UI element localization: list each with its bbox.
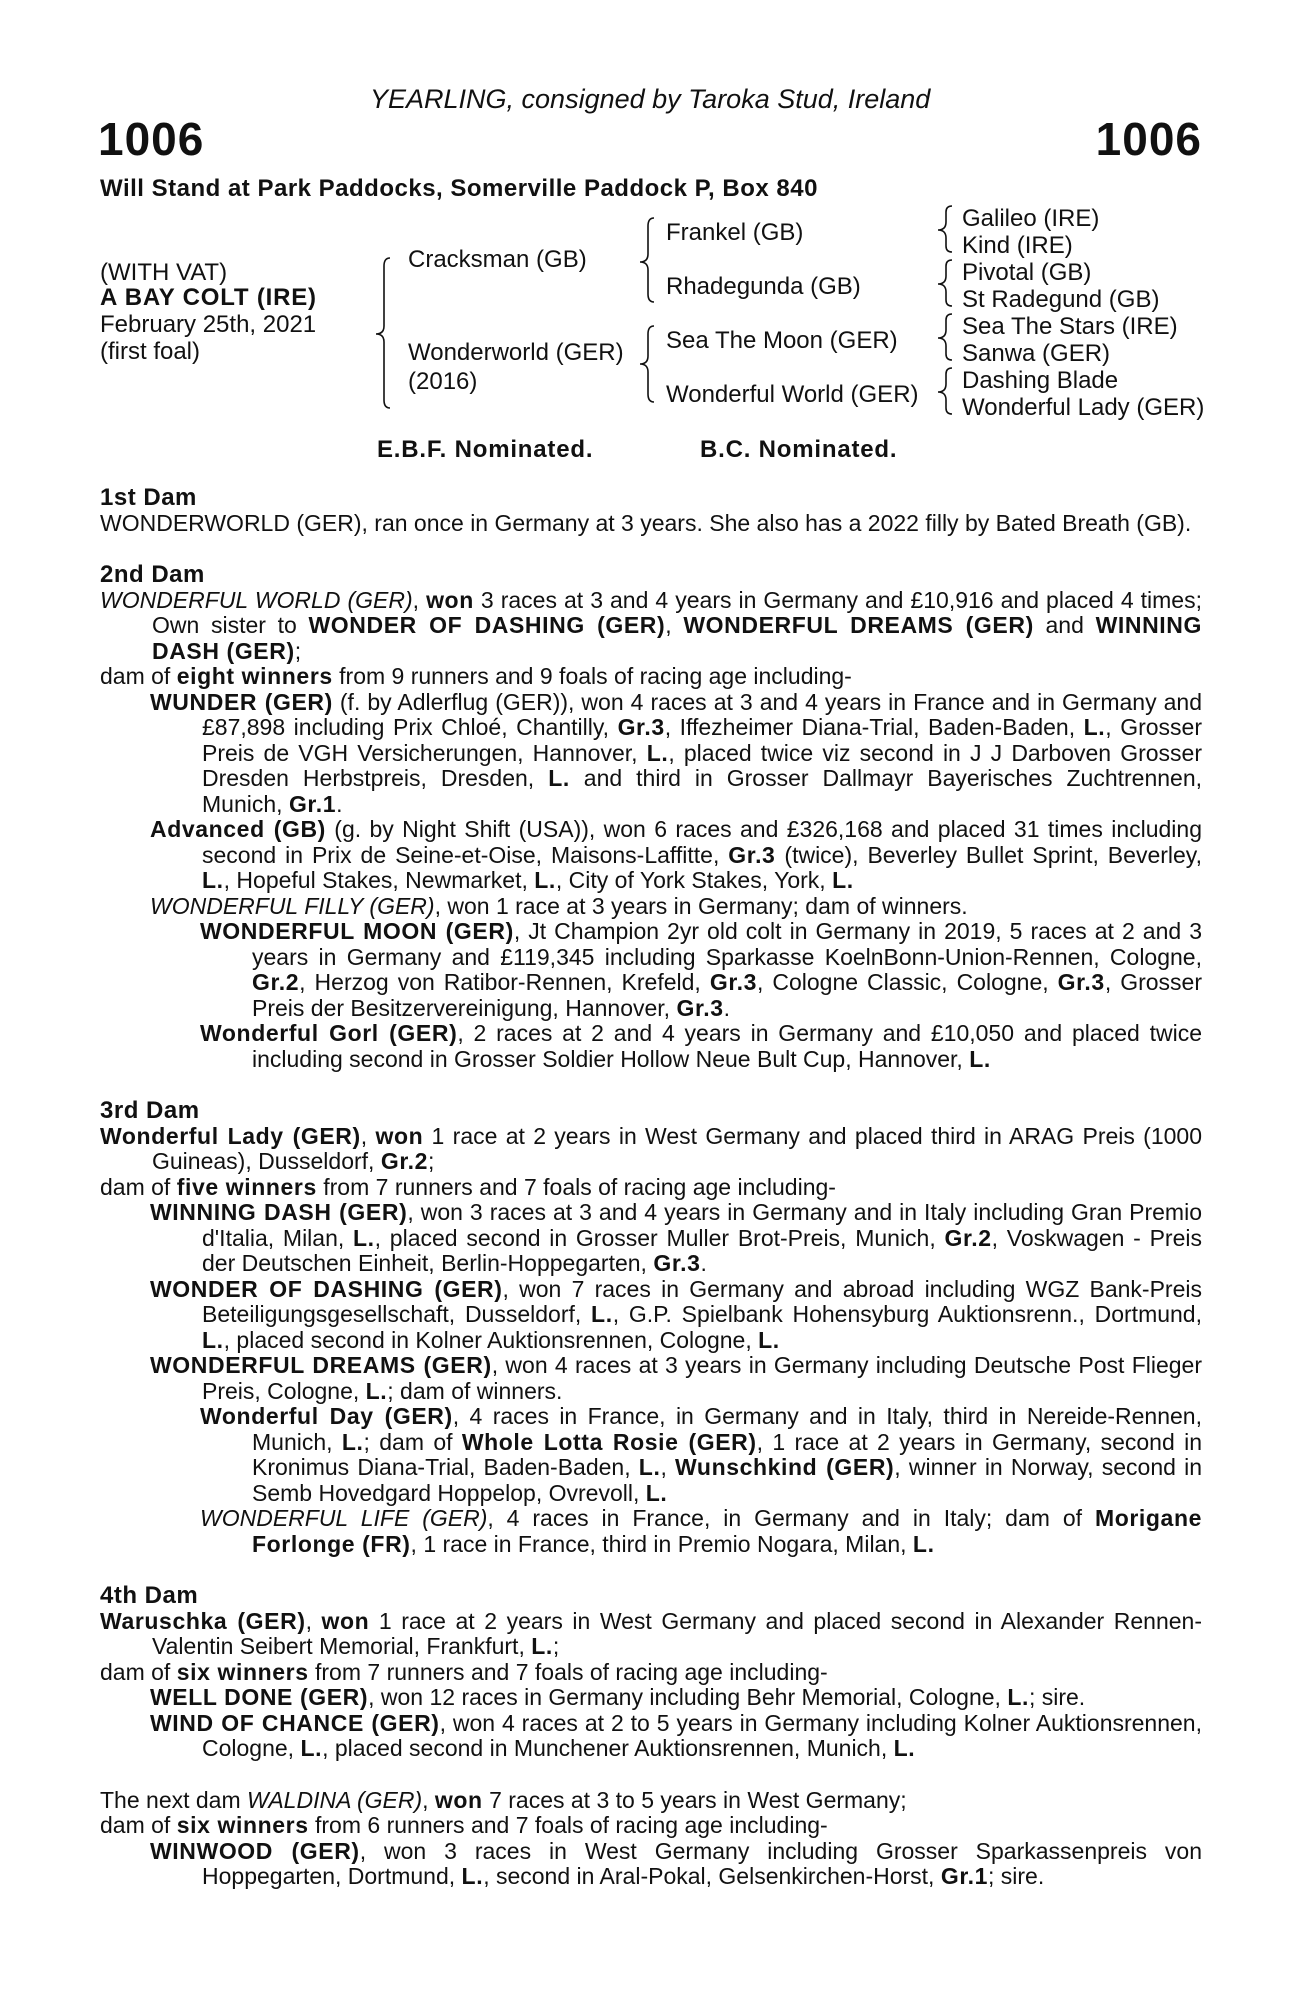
pedigree-dam-year: (2016): [408, 368, 478, 395]
pedigree-sire-dam: Rhadegunda (GB): [666, 273, 861, 300]
progeny-wonderful-filly: WONDERFUL FILLY (GER), won 1 race at 3 years in Germany; dam of winners.: [150, 892, 968, 919]
pedigree-gen3-1: Galileo (IRE): [962, 205, 1100, 232]
ebf-nomination: E.B.F. Nominated.: [377, 436, 594, 463]
bc-nomination: B.C. Nominated.: [700, 436, 898, 463]
grandprogeny-wonderful-moon: WONDERFUL MOON (GER), Jt Champion 2yr old colt in Germany in 2019, 5 races at 2 and 3 years in Germany and £119,345 including Sparkasse KoelnBonn-Union-Rennen, Cologne, Gr.2, Herzog von Ratibor-Rennen, Krefeld, Gr.3, Cologne Classic, Cologne, Gr.3, Grosser Preis der Besitzervereinigung, Hannover, Gr.3.: [200, 918, 1202, 1021]
dam-lines: [100, 485, 1202, 1890]
pedigree-gen3-5: Sea The Stars (IRE): [962, 313, 1178, 340]
progeny-well-done: WELL DONE (GER), won 12 races in Germany including Behr Memorial, Cologne, L.; sire.: [150, 1684, 1086, 1710]
pedigree-dam-sire: Sea The Moon (GER): [666, 327, 898, 354]
pedigree-dam-dam: Wonderful World (GER): [666, 381, 919, 408]
grandprogeny-wonderful-day: Wonderful Day (GER), 4 races in France, in Germany and in Italy, third in Nereide-Rennen, Munich, L.; dam of Whole Lotta Rosie (GER), 1 race at 2 years in Germany, second in Kronimus Diana-Trial, Baden-Baden, L., Wunschkind (GER), winner in Norway, second in Semb Hovedgard Hoppelop, Ovrevoll, L.: [200, 1403, 1203, 1506]
grandprogeny-wonderful-gorl: Wonderful Gorl (GER), 2 races at 2 and 4 years in Germany and £10,050 and placed twice including second in Grosser Soldier Hollow Neue Bult Cup, Hannover, L.: [200, 1020, 1202, 1072]
progeny-winning-dash: WINNING DASH (GER), won 3 races at 3 and 4 years in Germany and in Italy including Gran Premio d'Italia, Milan, L., placed second in Grosser Muller Brot-Preis, Munich, Gr.2, Voskwagen - Preis der Deutschen Einheit, Berlin-Hoppegarten, Gr.3.: [150, 1199, 1202, 1276]
second-dam-entry: WONDERFUL WORLD (GER), won 3 races at 3 and 4 years in Germany and £10,916 and placed 4 times; Own sister to WONDER OF DASHING (GER), WONDERFUL DREAMS (GER) and WINNING DASH (GER);: [100, 586, 1202, 664]
pedigree-gen3-4: St Radegund (GB): [962, 286, 1160, 313]
lot-number-right: 1006: [1095, 113, 1202, 165]
pedigree-gen3-3: Pivotal (GB): [962, 259, 1092, 286]
pedigree-gen3-6: Sanwa (GER): [962, 340, 1111, 367]
first-dam-heading: 1st Dam: [100, 484, 197, 511]
pedigree-sire: Cracksman (GB): [408, 246, 587, 273]
consignor-subtitle: YEARLING, consigned by Taroka Stud, Ireland: [370, 84, 931, 114]
second-dam-heading: 2nd Dam: [100, 561, 205, 588]
pedigree-gen3-2: Kind (IRE): [962, 232, 1073, 259]
fourth-dam-produce-summary: dam of six winners from 7 runners and 7 foals of racing age including-: [100, 1658, 828, 1685]
progeny-wonder-of-dashing: WONDER OF DASHING (GER), won 7 races in Germany and abroad including WGZ Bank-Preis Beteiligungsgesellschaft, Dusseldorf, L., G.P. Spielbank Hohensyburg Auktionsrenn., Dortmund, L., placed second in Kolner Auktionsrennen, Cologne, L.: [150, 1275, 1202, 1353]
stand-location: Will Stand at Park Paddocks, Somerville Paddock P, Box 840: [100, 175, 818, 202]
fourth-dam-entry: Waruschka (GER), won 1 race at 2 years in West Germany and placed second in Alexander Rennen-Valentin Seibert Memorial, Frankfurt, L.;: [100, 1607, 1202, 1659]
progeny-wonderful-dreams: WONDERFUL DREAMS (GER), won 4 races at 3 years in Germany including Deutsche Post Flieger Preis, Cologne, L.; dam of winners.: [150, 1352, 1203, 1404]
progeny-winwood: WINWOOD (GER), won 3 races in West Germany including Grosser Sparkassenpreis von Hoppegarten, Dortmund, L., second in Aral-Pokal, Gelsenkirchen-Horst, Gr.1; sire.: [150, 1837, 1202, 1889]
third-dam-produce-summary: dam of five winners from 7 runners and 7 foals of racing age including-: [100, 1173, 836, 1200]
lot-number-left: 1006: [98, 113, 205, 165]
horse-name: A BAY COLT (IRE): [100, 284, 317, 311]
first-dam-text: WONDERWORLD (GER), ran once in Germany at 3 years. She also has a 2022 filly by Bated Breath (GB).: [100, 509, 1192, 536]
pedigree-sire-sire: Frankel (GB): [666, 219, 804, 246]
next-dam-produce-summary: dam of six winners from 6 runners and 7 foals of racing age including-: [100, 1812, 828, 1838]
foaling-date: February 25th, 2021: [100, 311, 317, 338]
second-dam-produce-summary: dam of eight winners from 9 runners and 9 foals of racing age including-: [100, 663, 852, 689]
progeny-wind-of-chance: WIND OF CHANCE (GER), won 4 races at 2 to 5 years in Germany including Kolner Auktionsrennen, Cologne, L., placed second in Munchener Auktionsrennen, Munich, L.: [150, 1709, 1202, 1761]
progeny-wunder: WUNDER (GER) (f. by Adlerflug (GER)), won 4 races at 3 and 4 years in France and in Germany and £87,898 including Prix Chloé, Chantilly, Gr.3, Iffezheimer Diana-Trial, Baden-Baden, L., Grosser Preis de VGH Versicherungen, Hannover, L., placed twice viz second in J J Darboven Grosser Dresden Herbstpreis, Dresden, L. and third in Grosser Dallmayr Bayerisches Zuchtrennen, Munich, Gr.1.: [150, 688, 1203, 817]
pedigree-gen3-8: Wonderful Lady (GER): [962, 394, 1205, 421]
progeny-advanced: Advanced (GB) (g. by Night Shift (USA)), won 6 races and £326,168 and placed 31 times including second in Prix de Seine-et-Oise, Maisons-Laffitte, Gr.3 (twice), Beverley Bullet Sprint, Beverley, L., Hopeful Stakes, Newmarket, L., City of York Stakes, York, L.: [150, 816, 1202, 893]
third-dam-entry: Wonderful Lady (GER), won 1 race at 2 years in West Germany and placed third in ARAG Preis (1000 Guineas), Dusseldorf, Gr.2;: [100, 1122, 1203, 1174]
pedigree-gen3-7: Dashing Blade: [962, 367, 1119, 394]
vat-note: (WITH VAT): [100, 259, 228, 286]
fourth-dam-heading: 4th Dam: [100, 1582, 199, 1609]
pedigree-dam: Wonderworld (GER): [408, 339, 624, 366]
grandprogeny-wonderful-life: WONDERFUL LIFE (GER), 4 races in France, in Germany and in Italy; dam of Morigane Forlonge (FR), 1 race in France, third in Premio Nogara, Milan, L.: [200, 1505, 1202, 1557]
third-dam-heading: 3rd Dam: [100, 1097, 200, 1124]
next-dam-entry: The next dam WALDINA (GER), won 7 races at 3 to 5 years in West Germany;: [100, 1786, 907, 1813]
foal-note: (first foal): [100, 338, 201, 365]
